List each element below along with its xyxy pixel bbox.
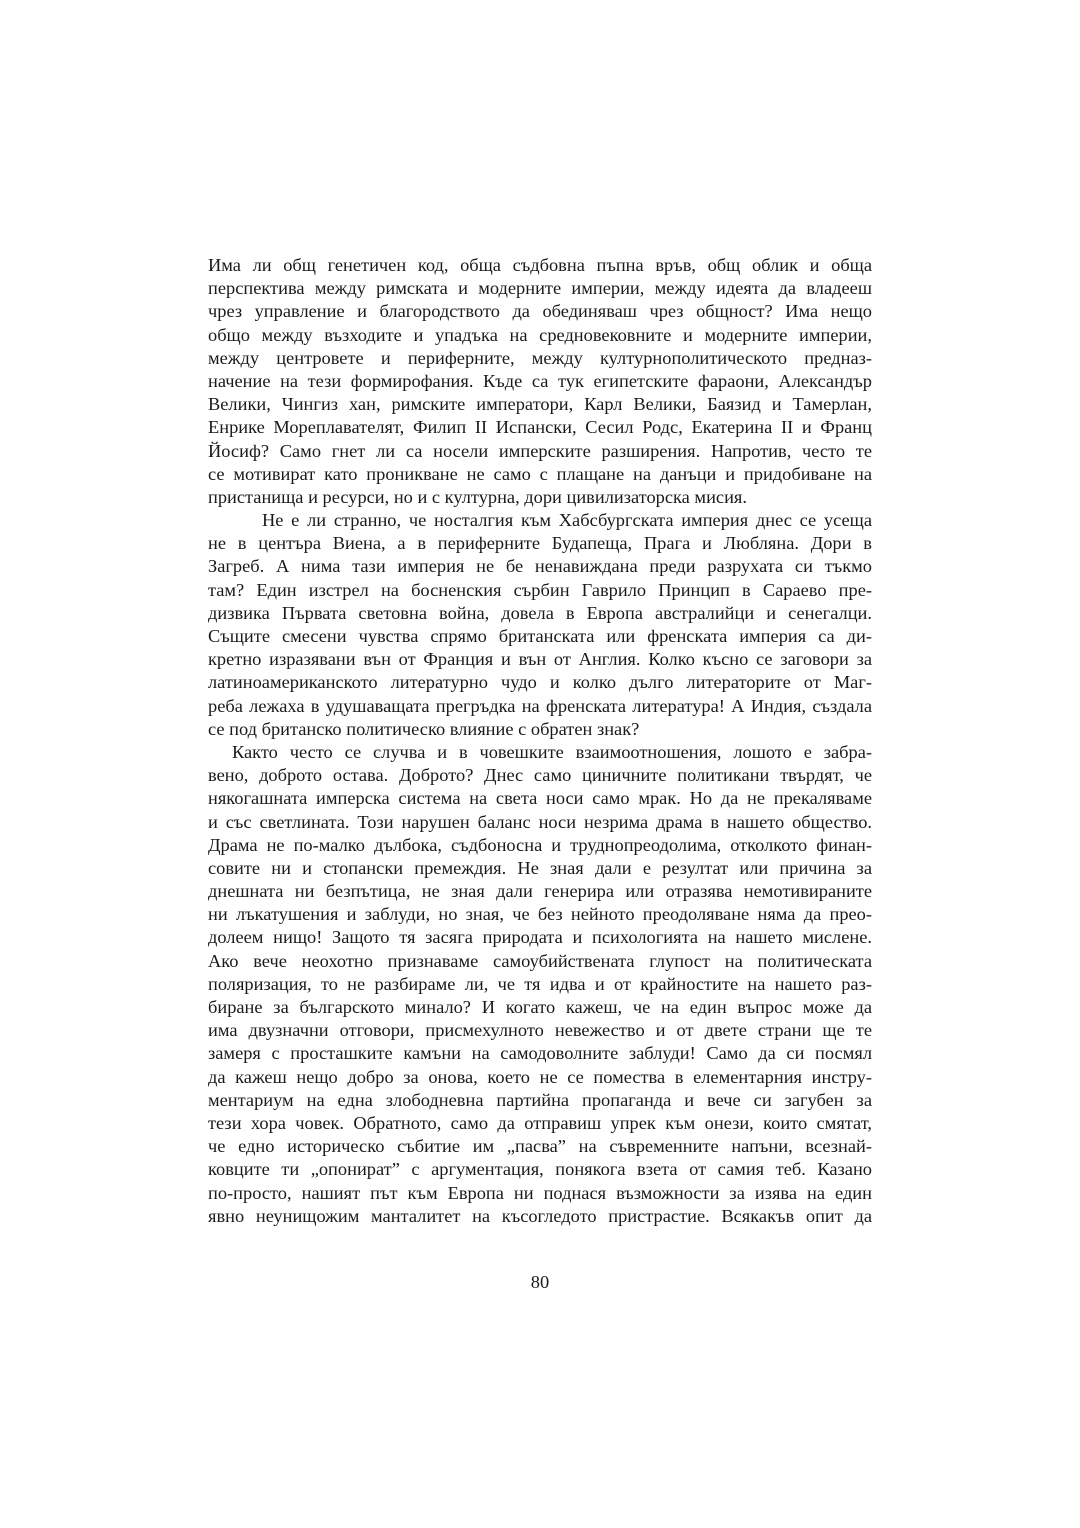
text-line: Йосиф? Само гнет ли са носели имперските разширения. Напротив, често те	[208, 440, 872, 461]
text-line: латиноамериканското литературно чудо и колко дълго литераторите от Маг-	[208, 672, 872, 693]
text-line: замеря с просташките камъни на самодоволните заблуди! Само да си посмял	[208, 1043, 872, 1064]
text-line: Драма не по-малко дълбока, съдбоносна и труднопреодолима, отколкото финан-	[208, 834, 872, 855]
text-line: се мотивират като проникване не само с плащане на данъци и придобиване на	[208, 463, 872, 484]
text-line: там? Един изстрел на босненския сърбин Гаврило Принцип в Сараево пре-	[208, 579, 872, 600]
text-line: и със светлината. Този нарушен баланс носи незрима драма в нашето общество.	[208, 811, 872, 832]
text-line: Както често се случва и в човешките взаимоотношения, лошото е забра-	[232, 741, 872, 762]
text-line: Ако вече неохотно признаваме самоубийствената глупост на политическата	[208, 950, 872, 971]
text-line: ни лъкатушения и заблуди, но зная, че без нейното преодоляване няма да прео-	[208, 904, 872, 925]
text-line: тези хора човек. Обратното, само да отправиш упрек към онези, които смятат,	[208, 1112, 872, 1133]
text-line: пристанища и ресурси, но и с културна, дори цивилизаторска мисия.	[208, 486, 747, 507]
text-line: че едно историческо събитие им „пасва” на съвременните напъни, всезнай-	[208, 1136, 872, 1157]
text-line: Загреб. А нима тази империя не бе ненавиждана преди разрухата си тъкмо	[208, 556, 872, 577]
text-line: по-просто, нашият път към Европа ни поднася възможности за изява на един	[208, 1182, 872, 1203]
text-line: долеем нищо! Защото тя засяга природата и психологията на нашето мислене.	[208, 927, 872, 948]
text-line: Енрике Мореплавателят, Филип II Испански, Сесил Родс, Екатерина II и Франц	[208, 417, 872, 438]
text-line: совите ни и стопански премеждия. Не зная дали е резултат или причина за	[208, 857, 872, 878]
text-line: явно неунищожим манталитет на късогледото пристрастие. Всякакъв опит да	[208, 1205, 872, 1226]
paragraph	[208, 254, 872, 509]
paragraph	[208, 509, 872, 741]
text-line: перспектива между римската и модерните империи, между идеята да владееш	[208, 278, 872, 299]
text-line: общо между възходите и упадъка на средновековните и модерните империи,	[208, 324, 872, 345]
text-line: чрез управление и благородството да обединяваш чрез общност? Има нещо	[208, 301, 872, 322]
text-line: Не е ли странно, че носталгия към Хабсбургската империя днес се усеща	[262, 510, 872, 531]
text-line: Има ли общ генетичен код, обща съдбовна пъпна връв, общ облик и обща	[208, 255, 872, 275]
text-line: да кажеш нещо добро за онова, което не се помества в елементарния инстру-	[208, 1066, 872, 1087]
text-line: се под британско политическо влияние с обратен знак?	[208, 718, 640, 739]
text-line: има двузначни отговори, присмехулното невежество и от двете страни ще те	[208, 1020, 872, 1041]
text-line: Велики, Чингиз хан, римските императори, Карл Велики, Баязид и Тамерлан,	[208, 394, 872, 415]
page-number: 80	[530, 1272, 550, 1292]
text-line: вено, доброто остава. Доброто? Днес само циничните политикани твърдят, че	[208, 765, 872, 786]
text-line: реба лежаха в удушаващата прегръдка на френската литература! А Индия, създала	[208, 695, 872, 716]
text-line: Същите смесени чувства спрямо британската или френската империя са ди-	[208, 626, 872, 646]
text-line: начение на тези формирофания. Къде са тук египетските фараони, Александър	[208, 370, 872, 391]
text-line: дизвика Първата световна война, довела в Европа австралийци и сенегалци.	[208, 602, 872, 623]
text-line: ментариум на една злободневна партийна пропаганда и вече си загубен за	[208, 1089, 872, 1110]
body-text	[208, 254, 872, 1228]
text-line: не в центъра Виена, а в периферните Будапеща, Прага и Любляна. Дори в	[208, 533, 872, 554]
text-line: ковците ти „опонират” с аргументация, понякога взета от самия теб. Казано	[208, 1159, 872, 1180]
paragraph	[208, 741, 872, 1228]
text-line: кретно изразявани вън от Франция и вън от Англия. Колко късно се заговори за	[208, 649, 872, 670]
text-line: между центровете и периферните, между културнополитическото предназ-	[208, 347, 872, 368]
text-line: днешната ни безпътица, не зная дали генерира или отразява немотивираните	[208, 881, 872, 902]
text-line: биране за българското минало? И когато кажеш, че на един въпрос може да	[208, 997, 872, 1017]
text-line: някогашната имперска система на света носи само мрак. Но да не прекаляваме	[208, 788, 872, 809]
text-line: поляризация, то не разбираме ли, че тя идва и от крайностите на нашето раз-	[208, 973, 872, 994]
